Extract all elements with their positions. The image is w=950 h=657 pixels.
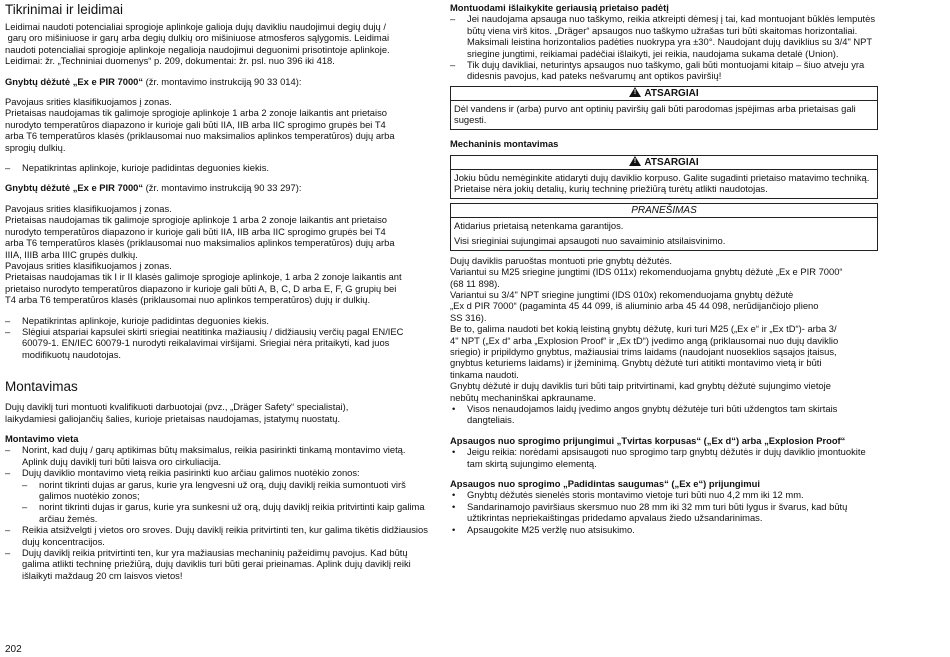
intro-line-4: Leidimai: žr. „Techniniai duomenys“ p. 209, dokumentai: žr. psl. nuo 396 iki 418. — [5, 55, 335, 67]
tvirtas-list — [450, 446, 878, 469]
mount-line-13: nebūtų mechaninškai apkrauname. — [450, 391, 596, 403]
subsection-title-saugumas: Apsaugos nuo sprogimo „Padidintas saugumas“ („Ex e“) prijungimui — [450, 478, 760, 489]
list-item: – Norint, kad dujų / garų aptikimas būtų maksimalus, reikia pasirinkti tinkamą montavimo vietą. Aplink dujų daviklį turi būti laisva oro cirkuliacija. — [5, 444, 433, 467]
list-item: – Tik dujų davikliai, neturintys apsaugos nuo taškymo, gali būti montuojami kitaip – šiuo atveju yra didesnis pavojus, kad pateks nešvarumų ant optikos paviršių! — [450, 59, 878, 82]
list-item: • Apsaugokite M25 veržlę nuo atsisukimo. — [450, 524, 878, 535]
mount-line-3: (68 11 898). — [450, 277, 500, 289]
notice-line-1: Atidarius prietaisą netenkama garantijos. — [454, 219, 624, 231]
mount-line-1: Dujų daviklis paruoštas montuoti prie gnybtų dėžutės. — [450, 254, 672, 266]
list-item: • Visos nenaudojamos laidų įvedimo angos gnybtų dėžutėje turi būti uždengtos tam skirtais dangteliais. — [450, 403, 878, 426]
list-item: – Nepatikrintas aplinkoje, kurioje padidintas deguonies kiekis. — [5, 315, 433, 326]
mount-line-12: Gnybtų dėžutė ir dujų daviklis turi būti taip pritvirtinami, kad gnybtų dėžutė sujungimo vietoje — [450, 380, 831, 392]
mount-line-2: Variantui su M25 sriegine jungtimi (IDS 011x) rekomenduojama gnybtų dėžutė „Ex e PIR 7000“ — [450, 266, 843, 278]
list-item: – Nepatikrintas aplinkoje, kurioje padidintas deguonies kiekis. — [5, 162, 433, 173]
list-item: – Jei naudojama apsauga nuo taškymo, reikia atkreipti dėmesį į tai, kad montuojant būklės lemputės būtų viena virš kitos. „Dräger“ apsaugos nuo taškymo užrašas turi būti skaitomas horizontaliai. Maksimali leistina horizontalios padėties nuokrypa yra ±30°. Naudojant dujų daviklius su 3/4" NPT sriegine jungtimi, reikiamai padėčiai išlaikyti, jei reikia, naudojama sukama detalė (Union). — [450, 13, 878, 59]
mount-line-8: 4" NPT („Ex d“ arba „Explosion Proof“ ir „Ex tD“) įvedimo angą (priklausomai nuo dujų daviklio — [450, 334, 839, 346]
list-item: • Sandarinamojo paviršiaus skersmuo nuo 28 mm iki 32 mm turi būti lygus ir švarus, kad būtų užtikrintas nepriekaištingas pridedamo apvalaus žiedo užsandarinimas. — [450, 501, 878, 524]
intro-line-3: naudoti potencialiai sprogioje aplinkoje negalioja naudojimui deguonimi prisotintoje aplinkoje. — [5, 43, 390, 55]
box2-line-3: nurodyto temperatūros diapazono ir kurioje gali būti IIA, IIB arba IIC sprogimo grupės bei T4 — [5, 225, 386, 237]
mount-line-11: tinkama naudoti. — [450, 368, 519, 380]
box2-list — [5, 315, 433, 361]
mount-line-4: Variantui su 3/4" NPT sriegine jungtimi (IDS 010x) rekomenduojama gnybtų dėžutė — [450, 288, 794, 300]
caution-label: ATSARGIAI — [644, 157, 699, 169]
list-item: – Dujų daviklio montavimo vietą reikia pasirinkti kuo arčiau galimos nuotėkio zonos: — [5, 467, 433, 478]
page-number: 202 — [5, 644, 22, 655]
montavimas-line-2: laikydamiesi galiojančių šalies, kurioje prietaisas naudojamas, įstatymų nuostatų. — [5, 412, 341, 424]
box2-line-6: Pavojaus srities klasifikuojamos į zonas. — [5, 259, 172, 271]
notice-body — [451, 218, 877, 250]
vieta-list — [5, 444, 433, 581]
subsection-title-tvirtas: Apsaugos nuo sprogimo prijungimui „Tvirtas korpusas“ („Ex d“) arba „Explosion Proof“ — [450, 434, 846, 446]
box2-line-2: Prietaisas naudojamas tik galimoje sprogioje aplinkoje 1 arba 2 zonoje laikantis ant prietaiso — [5, 214, 387, 226]
warning-triangle-icon — [629, 156, 641, 166]
list-item: – Dujų daviklį reikia pritvirtinti ten, kur yra mažiausias mechaninių pažeidimų pavojus. Kad būtų galima atlikti techninę priežiūrą, dujų daviklis turi būti gerai prieinamas. Aplink dujų daviklį reiki išlaikyti maždaug 20 cm laisvos vietos! — [5, 547, 433, 581]
right-column — [450, 2, 878, 535]
box2-heading — [5, 182, 433, 193]
mount-line-9: sriegio) ir pripildymo gnybtus, mažiausiai trims laidams (naudojant nuoseklios sąsajos įtaisus, — [450, 345, 837, 357]
caution-box — [450, 155, 878, 199]
caution-header — [451, 156, 877, 170]
list-item: • Gnybtų dėžutės sienelės storis montavimo vietoje turi būti nuo 4,2 mm iki 12 mm. — [450, 489, 878, 500]
box2-line-7: Prietaisas naudojamas tik I ir II klasės galimoje sprogioje aplinkoje, 1 arba 2 zonoje laikantis ant — [5, 271, 402, 283]
mount-line-7: Be to, galima naudoti bet kokią leistiną gnybtų dėžutę, kuri turi M25 („Ex e“ ir „Ex tD“)- arba 3/ — [450, 323, 837, 335]
warning-triangle-icon — [629, 87, 641, 97]
saugumas-list — [450, 489, 878, 535]
mount-line-5: „Ex d PIR 7000“ (pagaminta 45 44 099, iš aliuminio arba 45 44 098, nerūdijančiojo plieno — [450, 300, 819, 312]
section-title-tikrinimai: Tikrinimai ir leidimai — [5, 2, 124, 17]
subsection-title-mechaninis: Mechaninis montavimas — [450, 137, 559, 149]
padetis-list — [450, 13, 878, 81]
list-subitem: – norint tikrinti dujas ir garus, kurie yra sunkesni už orą, dujų daviklį reikia pritvirtinti kaip galima arčiau žemės. — [5, 501, 433, 524]
box1-heading — [5, 76, 433, 87]
box2-title: Gnybtų dėžutė „Ex e PIR 7000“ — [5, 182, 144, 194]
box2-line-4: arba T6 temperatūros klasės (priklausomai nuo maksimalios aplinkos temperatūros) dujų arba — [5, 237, 395, 249]
box2-line-1: Pavojaus srities klasifikuojamos į zonas. — [5, 202, 172, 214]
section-title-montavimas: Montavimas — [5, 379, 78, 395]
caution-header — [451, 87, 877, 101]
box2-line-9: T4 arba T6 temperatūros klasės (priklausomai nuo aplinkos temperatūros) dujų ir dulkių. — [5, 294, 371, 306]
list-item: – Slėgiui atspariai kapsulei skirti sriegiai neatitinka mažiausių / didžiausių verčių pagal EN/IEC 60079-1. EN/IEC 60079-1 nurodyti reikalavimai viršijami. Sriegiai nėra pritaikyti, kad juos modifikuotų naudotojas. — [5, 326, 433, 360]
list-item: – Reikia atsižvelgti į vietos oro sroves. Dujų daviklį reikia pritvirtinti ten, kur galima tikėtis didžiausios dujų koncentracijos. — [5, 524, 433, 547]
box2-line-8: prietaiso nurodyto temperatūros diapazono ir kurioje gali būti A, B, C, D arba E, F, G grupių bei — [5, 282, 397, 294]
box1-line-3: nurodyto temperatūros diapazono ir kurioje gali būti IIA, IIB arba IIC sprogimo grupės bei T4 — [5, 118, 386, 130]
box1-line-1: Pavojaus srities klasifikuojamos į zonas. — [5, 96, 172, 108]
box1-line-5: sprogių dulkių. — [5, 141, 66, 153]
notice-box — [450, 203, 878, 251]
subsection-title-vieta: Montavimo vieta — [5, 432, 79, 444]
notice-line-2: Visi srieginiai sujungimai apsaugoti nuo savaiminio atsilaisvinimo. — [454, 235, 726, 247]
montavimas-line-1: Dujų daviklį turi montuoti kvalifikuoti darbuotojai (pvz., „Dräger Safety“ specialistai), — [5, 401, 349, 413]
intro-line-1: Leidimai naudoti potencialiai sprogioje aplinkoje galioja dujų davikliu naudojimui degių dujų / — [5, 21, 386, 32]
box1-list — [5, 162, 433, 173]
caution-label: ATSARGIAI — [644, 87, 699, 99]
mount-list — [450, 403, 878, 426]
intro-line-2: garų oro mišiniuose ir garų arba degių dulkių oro mišiniuose atmosferos sąlygomis. Leidimai — [5, 32, 390, 44]
mount-line-10: gnybtus keturiems laidams) ir įžeminimą. Gnybtų dėžutė turi atitikti montavimo vietą ir būti — [450, 357, 822, 369]
box2-line-5: IIIA, IIIB arba IIIC grupės dulkių. — [5, 248, 138, 260]
list-subitem: – norint tikrinti dujas ar garus, kurie yra lengvesni už orą, dujų daviklį reikia sumontuoti virš galimos nuotėkio zonos; — [5, 479, 433, 502]
box1-ref: (žr. montavimo instrukciją 90 33 014): — [143, 75, 302, 87]
caution-box — [450, 86, 878, 130]
box2-ref: (žr. montavimo instrukciją 90 33 297): — [143, 182, 302, 194]
notice-label: PRANEŠIMAS — [451, 204, 877, 218]
box1-line-4: arba T6 temperatūros klasės (priklausomai nuo maksimalios aplinkos temperatūros) dujų arba — [5, 130, 395, 142]
box1-line-2: Prietaisas naudojamas tik galimoje sprogioje aplinkoje 1 arba 2 zonoje laikantis ant prietaiso — [5, 107, 387, 119]
subsection-title-padetis: Montuodami išlaikykite geriausią prietaiso padėtį — [450, 2, 669, 13]
box1-title: Gnybtų dėžutė „Ex e PIR 7000“ — [5, 75, 144, 87]
list-item: • Jeigu reikia: norėdami apsisaugoti nuo sprogimo tarp gnybtų dėžutės ir dujų daviklio įmontuokite tam skirtą sujungimo elementą. — [450, 446, 878, 469]
caution-body: Dėl vandens ir (arba) purvo ant optinių paviršių gali būti parodomas įspėjimas arba prietaisas gali sugesti. — [454, 102, 856, 126]
caution-body: Jokiu būdu nemėginkite atidaryti dujų daviklio korpuso. Galite sugadinti prietaiso matavimo techniką. Prietaise nėra jokių detalių, kurių techninę priežiūrą turėtų atlikti naudotojas. — [454, 172, 870, 195]
mount-line-6: SS 316). — [450, 311, 487, 323]
left-column — [5, 2, 433, 581]
